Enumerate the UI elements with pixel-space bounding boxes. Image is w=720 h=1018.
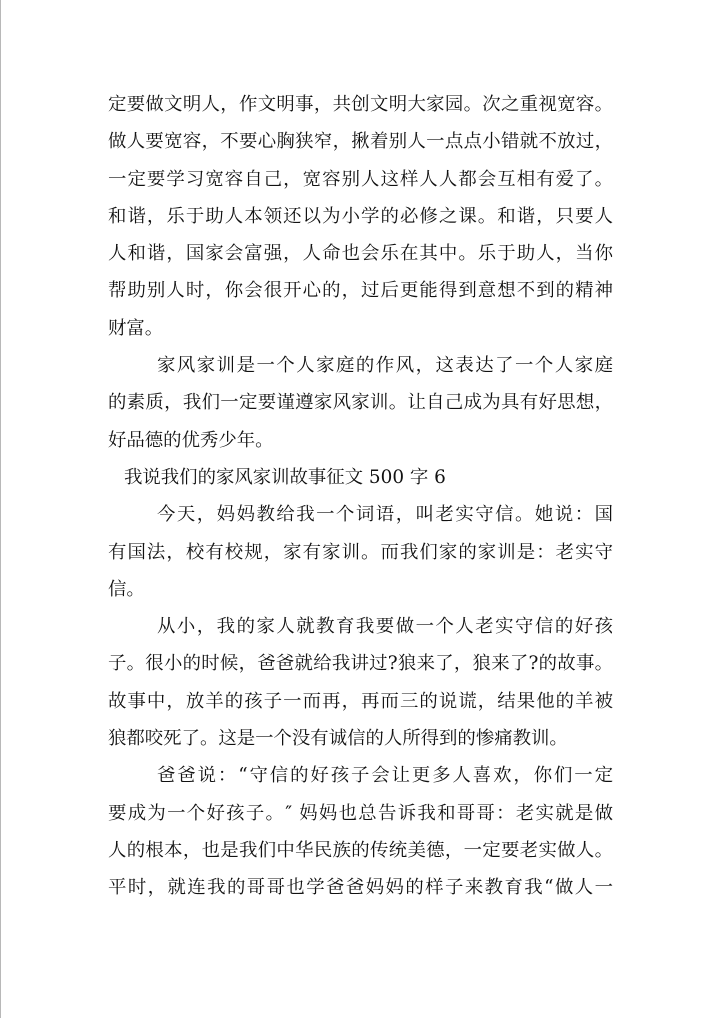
text-line: 狼都咬死了。这是一个没有诚信的人所得到的惨痛教训。 xyxy=(108,728,568,750)
text-line: 要成为一个好孩子。″ 妈妈也总告诉我和哥哥：老实就是做 xyxy=(108,802,613,824)
page-left-edge xyxy=(0,0,1,1018)
text-line: 人和谐，国家会富强，人命也会乐在其中。乐于助人，当你 xyxy=(108,243,613,265)
paragraph-first-line: 从小，我的家人就教育我要做一个人老实守信的好孩 xyxy=(157,616,613,638)
text-line: 定要做文明人，作文明事，共创文明大家园。次之重视宽容。 xyxy=(108,94,613,115)
paragraph-first-line: 爸爸说：“守信的好孩子会让更多人喜欢，你们一定 xyxy=(157,765,613,787)
text-line: 好品德的优秀少年。 xyxy=(108,429,274,451)
text-line: 做人要宽容，不要心胸狭窄，揪着别人一点点小错就不放过， xyxy=(108,131,613,153)
text-line: 信。 xyxy=(108,578,145,600)
paragraph-first-line: 家风家训是一个人家庭的作风，这表达了一个人家庭 xyxy=(157,355,613,377)
text-line: 子。很小的时候，爸爸就给我讲过?狼来了，狼来了?的故事。 xyxy=(108,653,613,675)
text-line: 和谐，乐于助人本领还以为小学的必修之课。和谐，只要人 xyxy=(108,205,613,227)
text-line: 帮助别人时，你会很开心的，过后更能得到意想不到的精神 xyxy=(108,280,613,302)
text-line: 有国法，校有校规，家有家训。而我们家的家训是：老实守 xyxy=(108,541,613,563)
document-body xyxy=(108,86,613,907)
text-line: 故事中，放羊的孩子一而再，再而三的说谎，结果他的羊被 xyxy=(108,690,613,712)
text-line: 财富。 xyxy=(108,317,164,339)
section-heading: 我说我们的家风家训故事征文 500 字 6 xyxy=(124,466,446,488)
paragraph-first-line: 今天，妈妈教给我一个词语，叫老实守信。她说：国 xyxy=(157,504,613,526)
text-line: 人的根本，也是我们中华民族的传统美德，一定要老实做人。 xyxy=(108,839,613,861)
text-line: 的素质，我们一定要谨遵家风家训。让自己成为具有好思想， xyxy=(108,392,613,414)
text-line: 一定要学习宽容自己，宽容别人这样人人都会互相有爱了。 xyxy=(108,168,613,190)
text-line: 平时，就连我的哥哥也学爸爸妈妈的样子来教育我“做人一 xyxy=(108,877,613,899)
